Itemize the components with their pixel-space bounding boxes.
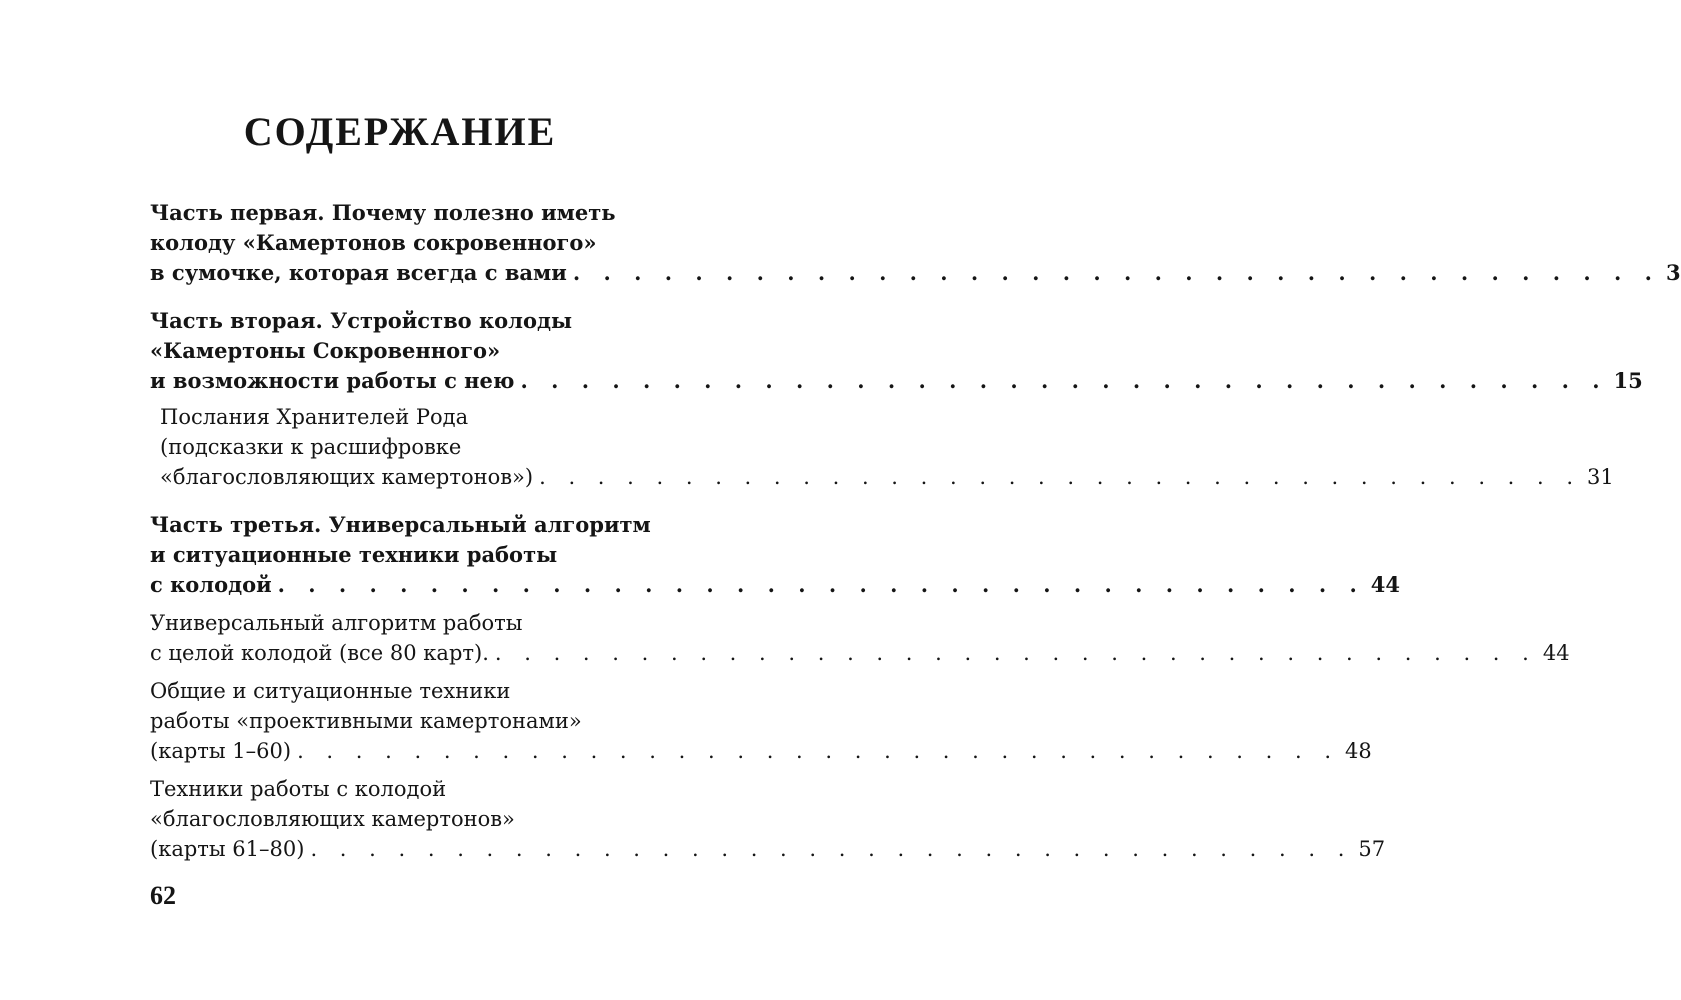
toc-line: «Камертоны Сокровенного»	[150, 338, 501, 363]
toc-line: (подсказки к расшифровке	[160, 435, 462, 459]
toc-line: Часть первая. Почему полезно иметь	[150, 200, 616, 225]
toc-last-line	[160, 462, 1614, 492]
toc-last-line	[150, 570, 1400, 600]
toc-entry-part-one	[150, 198, 1681, 288]
toc-line: и возможности работы с нею	[150, 368, 515, 393]
table-of-contents	[150, 198, 1681, 864]
dot-leader: . . . . . . . . . . . . . . . . . . . . . . . . . . . . . . . . . . . .	[539, 465, 1582, 489]
dot-leader: . . . . . . . . . . . . . . . . . . . . . . . . . . . . . . . . . . . .	[520, 368, 1608, 393]
toc-line: Универсальный алгоритм работы	[150, 611, 523, 635]
toc-line: работы «проективными камертонами»	[150, 709, 582, 733]
toc-entry-guardians-messages	[150, 402, 1614, 492]
toc-last-line	[150, 366, 1643, 396]
toc-line: Техники работы с колодой	[150, 777, 447, 801]
toc-page-number: 44	[1542, 641, 1570, 665]
dot-leader: . . . . . . . . . . . . . . . . . . . . . . . . . . . . . . . . . . . .	[297, 739, 1340, 763]
toc-page-number: 57	[1358, 837, 1386, 861]
toc-last-line	[150, 258, 1681, 288]
toc-line: Часть вторая. Устройство колоды	[150, 308, 573, 333]
toc-entry-universal-algorithm	[150, 608, 1570, 668]
dot-leader: . . . . . . . . . . . . . . . . . . . . . . . . . . . . . . . . . . . .	[277, 572, 1365, 597]
toc-page-number: 31	[1587, 465, 1614, 489]
toc-last-line	[150, 834, 1386, 864]
toc-line: «благословляющих камертонов»	[150, 807, 515, 831]
toc-line: колоду «Камертонов сокровенного»	[150, 230, 597, 255]
toc-page-number: 48	[1345, 739, 1372, 763]
toc-line: «благословляющих камертонов»)	[160, 465, 534, 489]
toc-line: и ситуационные техники работы	[150, 542, 558, 567]
toc-last-line	[150, 736, 1372, 766]
page-title: СОДЕРЖАНИЕ	[243, 109, 557, 154]
toc-page-number: 15	[1613, 368, 1643, 393]
toc-entry-part-two	[150, 306, 1643, 396]
dot-leader: . . . . . . . . . . . . . . . . . . . . . . . . . . . . . . . . . . . .	[572, 260, 1660, 285]
toc-last-line	[150, 638, 1570, 668]
toc-line: с колодой	[150, 572, 272, 597]
dot-leader: . . . . . . . . . . . . . . . . . . . . . . . . . . . . . . . . . . . .	[310, 837, 1353, 861]
toc-line: Послания Хранителей Рода	[160, 405, 469, 429]
toc-line: в сумочке, которая всегда с вами	[150, 260, 567, 285]
toc-line: (карты 61–80)	[150, 837, 305, 861]
toc-line: Часть третья. Универсальный алгоритм	[150, 512, 651, 537]
toc-entry-part-three	[150, 510, 1400, 600]
toc-page-number: 44	[1370, 572, 1400, 597]
toc-line: (карты 1–60)	[150, 739, 292, 763]
dot-leader: . . . . . . . . . . . . . . . . . . . . . . . . . . . . . . . . . . . .	[494, 641, 1537, 665]
toc-entry-projective-techniques	[150, 676, 1372, 766]
toc-line: Общие и ситуационные техники	[150, 679, 511, 703]
page-number: 62	[150, 881, 176, 910]
toc-page-number: 3	[1665, 260, 1681, 285]
toc-line: с целой колодой (все 80 карт).	[150, 641, 489, 665]
toc-entry-blessing-techniques	[150, 774, 1386, 864]
